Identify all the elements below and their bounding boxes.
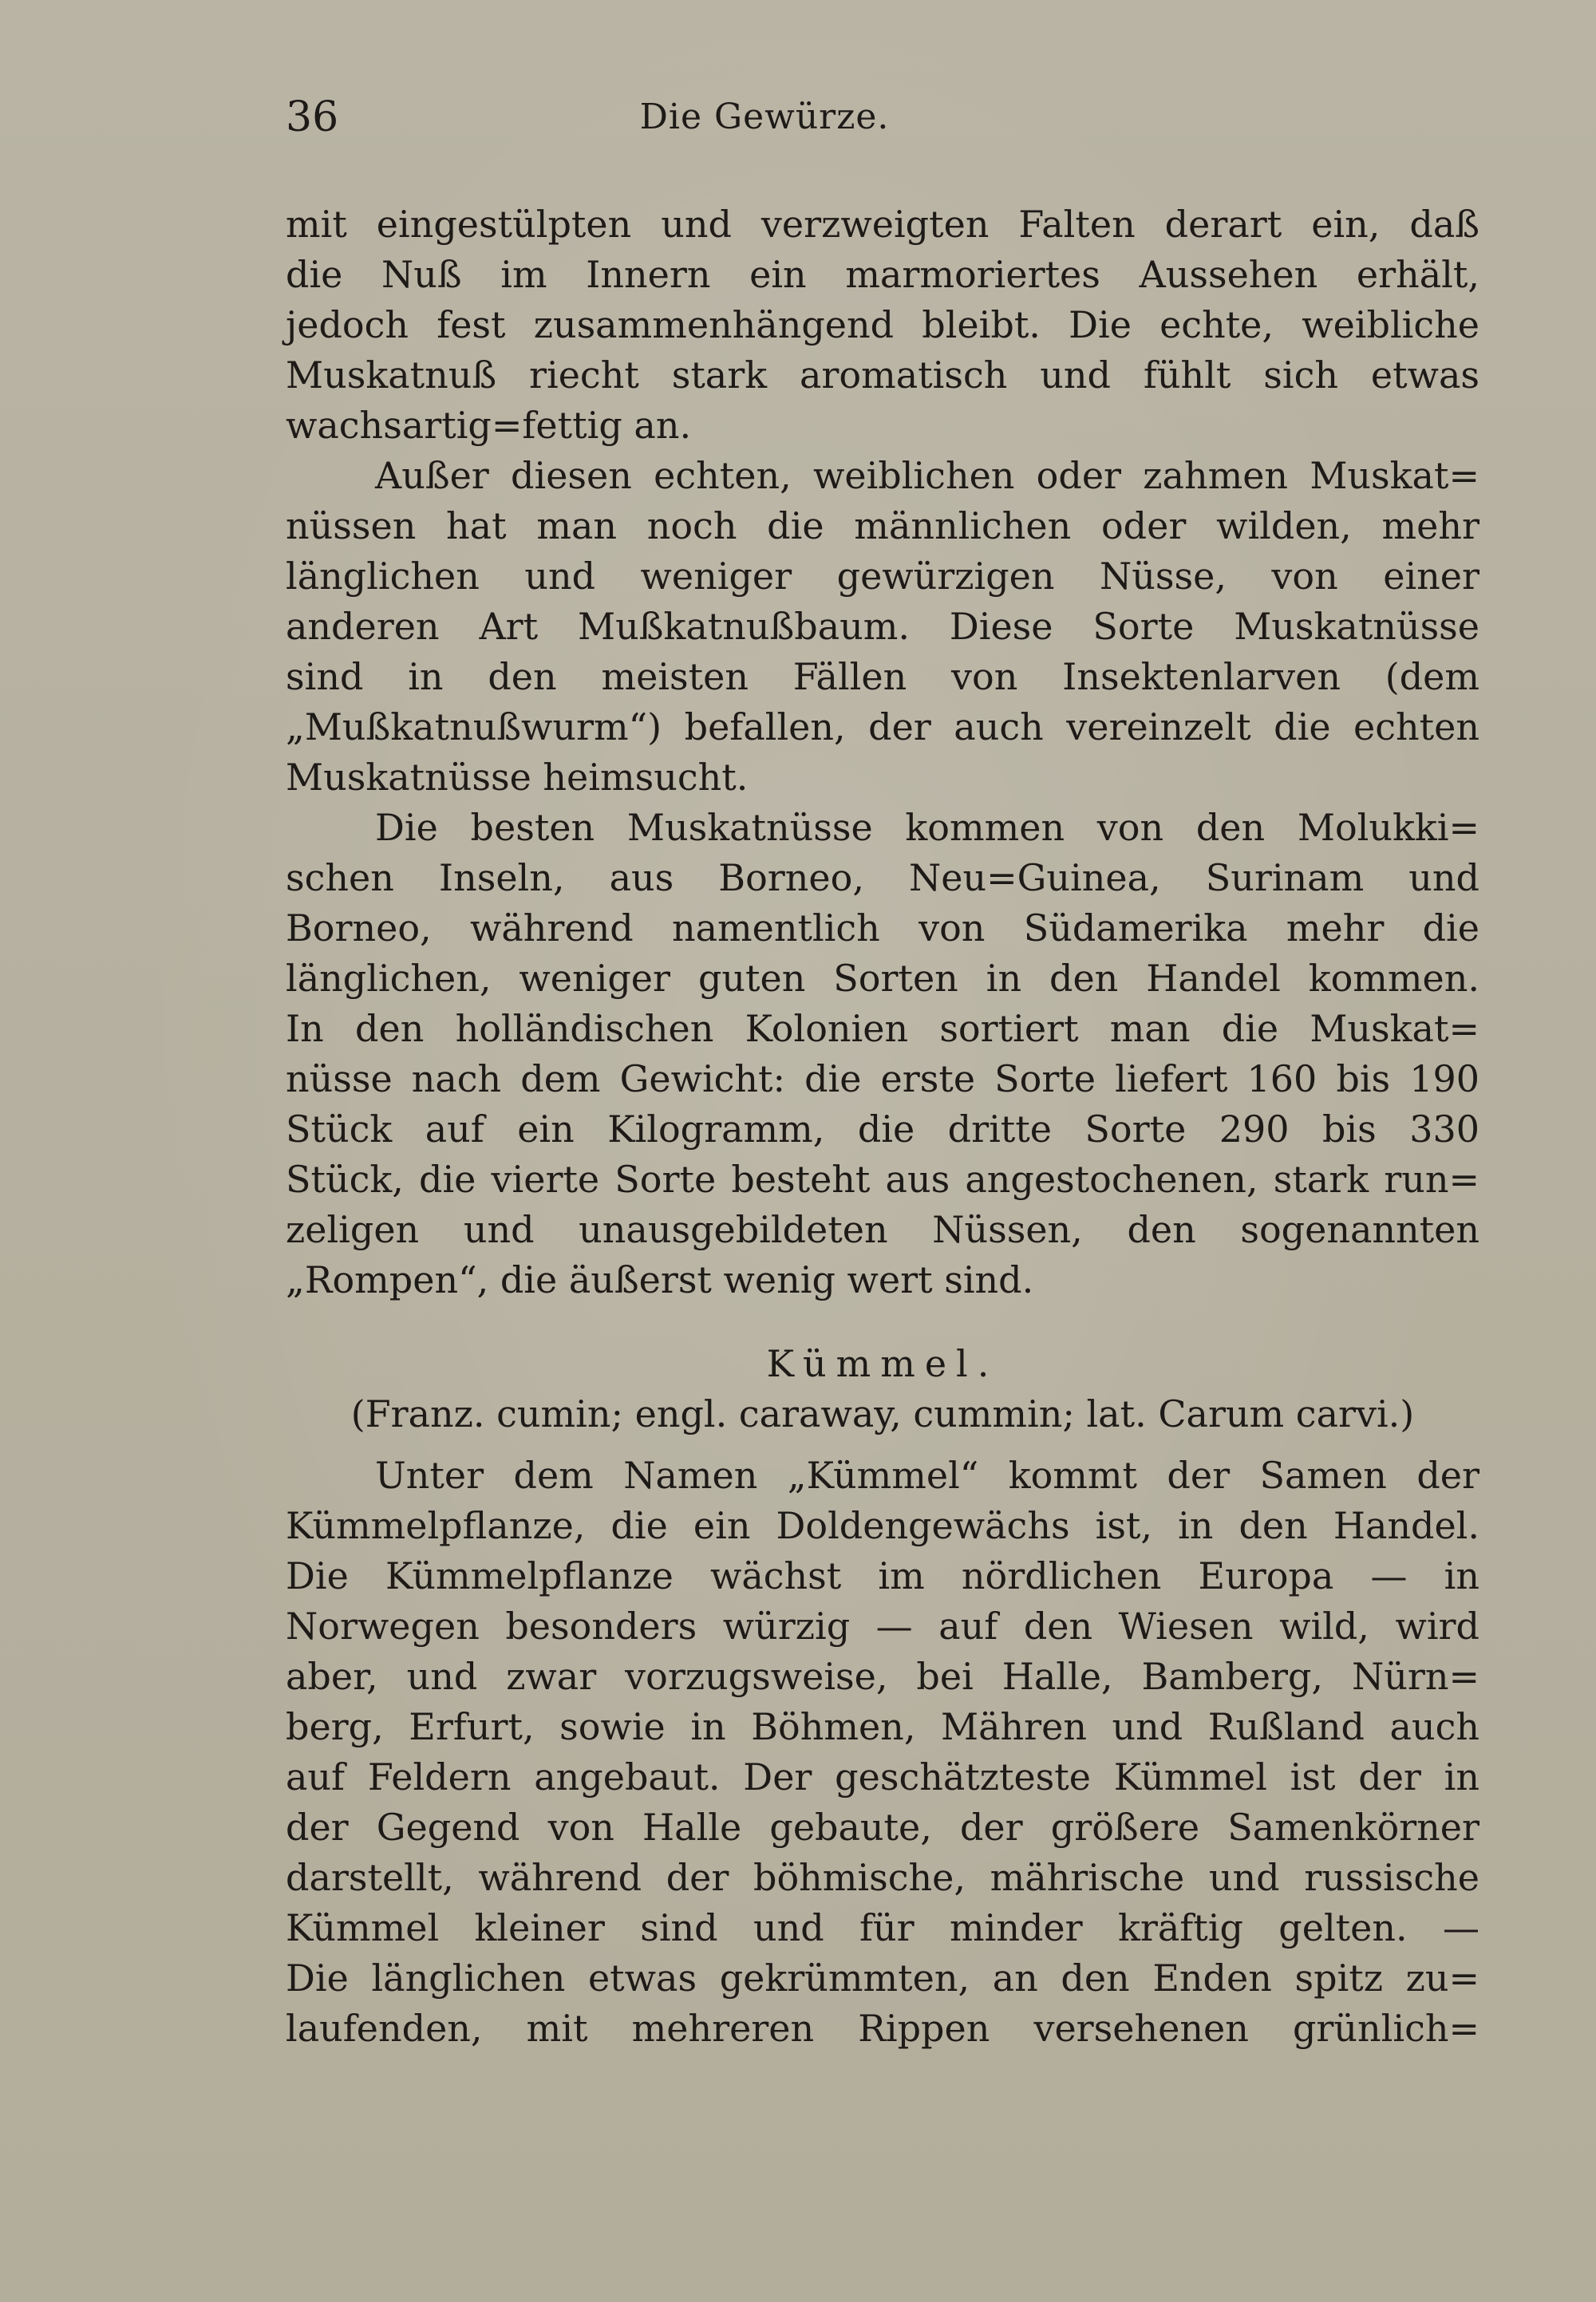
running-title: Die Gewürze. <box>639 97 890 137</box>
page-body <box>286 199 1479 2054</box>
page-number: 36 <box>286 93 339 141</box>
text-line: nüsse nach dem Gewicht: die erste Sorte liefert 160 bis 190 <box>286 1057 1479 1100</box>
text-line: auf Feldern angebaut. Der geschätzteste Kümmel ist der in <box>286 1755 1479 1799</box>
text-line: darstellt, während der böhmische, mährische und russische <box>286 1856 1479 1899</box>
text-line: wachsartig=fettig an. <box>286 404 692 447</box>
text-line: Unter dem Namen „Kümmel“ kommt der Samen der <box>375 1454 1479 1497</box>
text-line: berg, Erfurt, sowie in Böhmen, Mähren und Rußland auch <box>286 1705 1479 1748</box>
text-line: Außer diesen echten, weiblichen oder zahmen Muskat= <box>375 454 1479 497</box>
text-line: Kümmel kleiner sind und für minder kräftig gelten. — <box>286 1906 1479 1949</box>
text-line: Stück auf ein Kilogramm, die dritte Sorte 290 bis 330 <box>286 1108 1479 1151</box>
text-line: Die länglichen etwas gekrümmten, an den Enden spitz zu= <box>286 1957 1479 2000</box>
text-line: Stück, die vierte Sorte besteht aus angestochenen, stark run= <box>286 1158 1479 1201</box>
text-line: Muskatnuß riecht stark aromatisch und fühlt sich etwas <box>286 353 1479 397</box>
paragraph-nutmeg-origins <box>286 803 1479 1305</box>
text-line: nüssen hat man noch die männlichen oder wilden, mehr <box>286 504 1479 547</box>
page-header <box>286 89 1479 145</box>
text-line: Norwegen besonders würzig — auf den Wiesen wild, wird <box>286 1605 1479 1648</box>
text-line: aber, und zwar vorzugsweise, bei Halle, Bamberg, Nürn= <box>286 1655 1479 1698</box>
text-line: Die besten Muskatnüsse kommen von den Molukki= <box>375 806 1479 849</box>
text-line: Borneo, während namentlich von Südamerika mehr die <box>286 906 1479 950</box>
text-line: „Rompen“, die äußerst wenig wert sind. <box>286 1258 1034 1301</box>
text-line: Muskatnüsse heimsucht. <box>286 756 749 799</box>
text-line: Kümmelpflanze, die ein Doldengewächs ist, in den Handel. <box>286 1504 1479 1547</box>
text-line: mit eingestülpten und verzweigten Falten derart ein, daß <box>286 203 1479 246</box>
text-line: die Nuß im Innern ein marmoriertes Aussehen erhält, <box>286 253 1479 296</box>
text-line: „Mußkatnußwurm“) befallen, der auch vereinzelt die echten <box>286 705 1479 748</box>
section-subtitle: (Franz. cumin; engl. caraway, cummin; lat. Carum carvi.) <box>350 1392 1415 1435</box>
text-line: anderen Art Mußkatnußbaum. Diese Sorte Muskatnüsse <box>286 605 1479 648</box>
text-line: Die Kümmelpflanze wächst im nördlichen Europa — in <box>286 1554 1479 1597</box>
text-line: zeligen und unausgebildeten Nüssen, den sogenannten <box>286 1208 1479 1251</box>
text-line: der Gegend von Halle gebaute, der größere Samenkörner <box>286 1806 1479 1849</box>
text-line: jedoch fest zusammenhängend bleibt. Die echte, weibliche <box>286 303 1479 346</box>
text-line: In den holländischen Kolonien sortiert man die Muskat= <box>286 1007 1479 1050</box>
paragraph-nutmeg-structure <box>286 199 1479 451</box>
text-line: schen Inseln, aus Borneo, Neu=Guinea, Surinam und <box>286 856 1479 899</box>
text-line: länglichen und weniger gewürzigen Nüsse, von einer <box>286 555 1479 598</box>
text-line: laufenden, mit mehreren Rippen versehenen grünlich= <box>286 2007 1479 2050</box>
section-title: Kümmel. <box>766 1342 999 1385</box>
text-line: länglichen, weniger guten Sorten in den Handel kommen. <box>286 957 1479 1000</box>
text-line: sind in den meisten Fällen von Insektenlarven (dem <box>286 655 1479 698</box>
paragraph-wild-nutmeg <box>286 451 1479 803</box>
paragraph-caraway <box>286 1451 1479 2054</box>
